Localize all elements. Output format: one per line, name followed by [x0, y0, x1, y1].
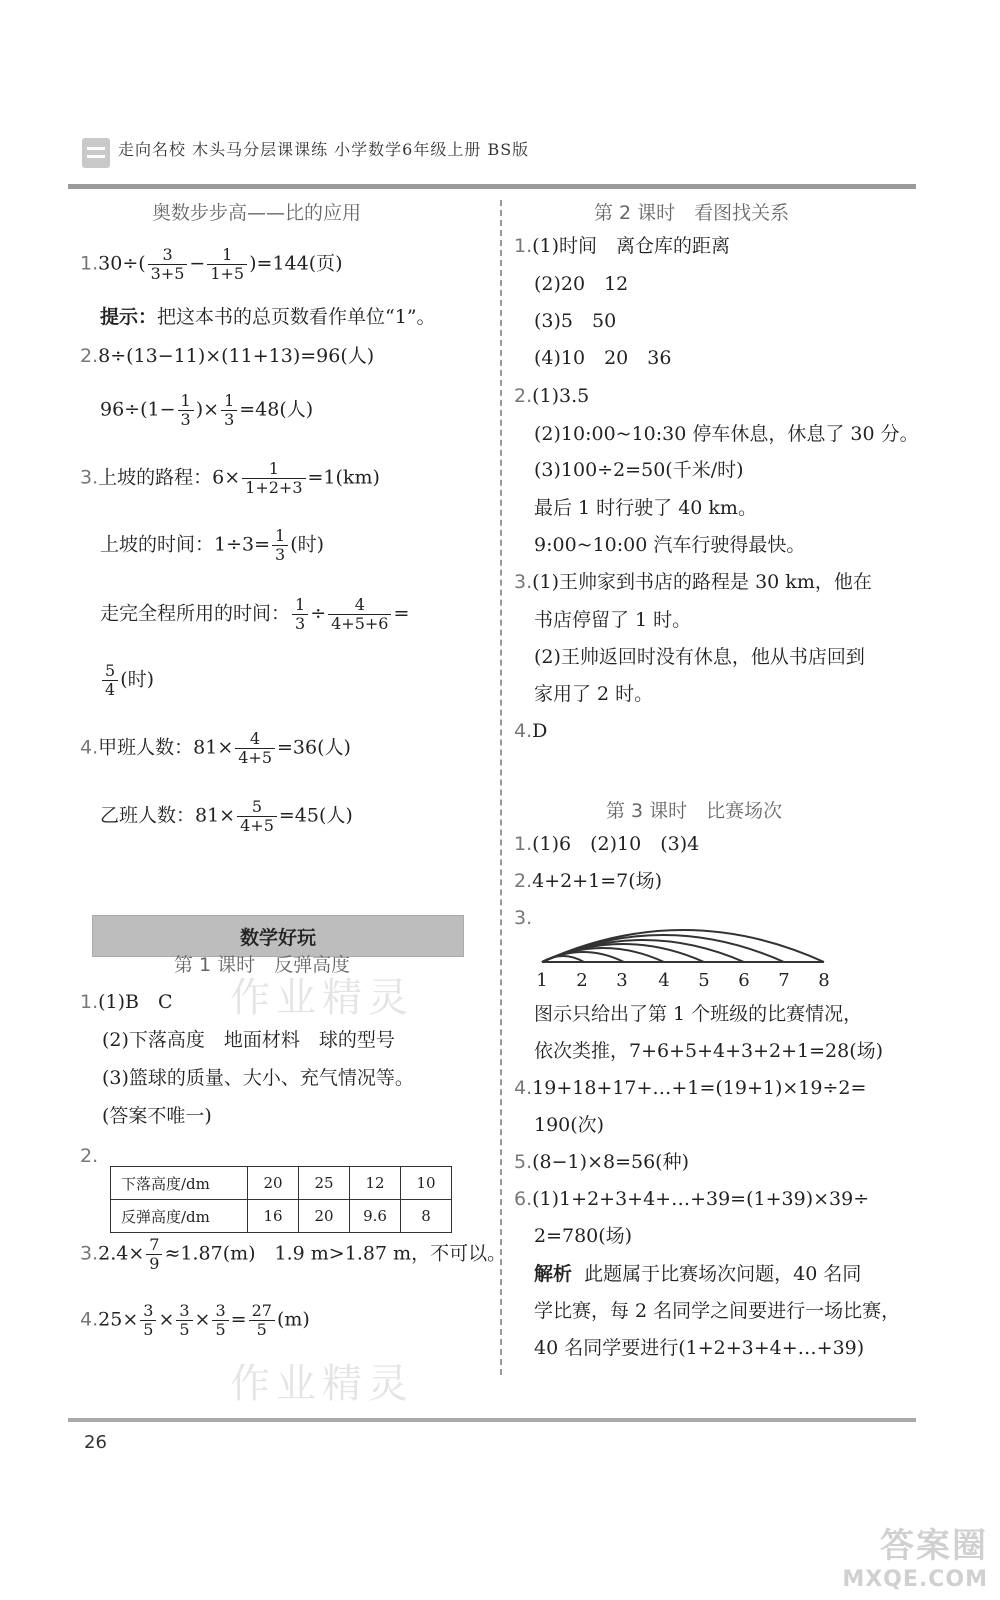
r-q2-a: [514, 384, 589, 408]
r-q4: [514, 719, 547, 743]
fraction: [148, 246, 188, 283]
fraction: [140, 1302, 156, 1339]
r-q1-d: (4)10 20 36: [534, 347, 672, 369]
expr-text: 8÷(13−11)×(11+13)=96(人): [98, 345, 375, 367]
r-q3-b: 书店停留了 1 时。: [534, 609, 692, 631]
q-number: 1.: [80, 252, 99, 275]
q-number: 2.: [80, 345, 99, 367]
l3-q1: [514, 832, 699, 856]
fraction: [221, 392, 237, 429]
q-number: 4.: [80, 736, 99, 759]
fraction: [237, 798, 277, 835]
corner-watermark-url: MXQE.COM: [842, 1567, 988, 1592]
l3-q6-d: 学比赛，每 2 名同学之间要进行一场比赛，: [534, 1300, 901, 1322]
r-q3-a: [514, 570, 872, 594]
denominator: 5: [215, 1320, 226, 1339]
left-q3-line2: [100, 527, 324, 564]
numerator: 3: [148, 246, 188, 265]
expr-text: )×: [195, 398, 220, 421]
tick-label: 1: [536, 970, 548, 991]
fraction: [235, 730, 275, 767]
table-cell: 16: [248, 1200, 299, 1233]
denominator: 4: [105, 680, 116, 699]
operator: −: [189, 252, 206, 275]
tick-label: 7: [778, 970, 790, 991]
answer-text: (1)1+2+3+4+…+39=(1+39)×39÷: [532, 1188, 870, 1210]
expr-text: 上坡的时间：1÷3=: [100, 533, 271, 556]
r-q1-a: [514, 234, 730, 258]
analysis-label: 解析: [534, 1263, 573, 1285]
expr-text: 甲班人数：81×: [98, 736, 234, 759]
expr-text: (时): [290, 533, 325, 556]
numerator: 1: [272, 527, 288, 546]
numerator: 27: [249, 1302, 275, 1321]
numerator: 1: [221, 392, 237, 411]
numerator: 4: [328, 596, 391, 615]
denominator: 5: [256, 1320, 267, 1339]
fraction: [212, 1302, 228, 1339]
l3-q6-b: 2=780(场): [534, 1225, 633, 1247]
analysis-text: 此题属于比赛场次问题，40 名同: [584, 1263, 862, 1285]
header-title: 走向名校 木头马分层课课练 小学数学6年级上册 BS版: [118, 140, 530, 159]
left-q3-line3: [100, 596, 409, 633]
left-q2-line2: [100, 392, 313, 429]
l3-q3-b: 依次类推，7+6+5+4+3+2+1=28(场): [534, 1040, 884, 1062]
r-q3-d: 家用了 2 时。: [534, 683, 654, 705]
answer-text: (1)时间 离仓库的距离: [532, 235, 731, 257]
expr-text: =: [393, 602, 410, 625]
fraction: [328, 596, 391, 633]
watermark-text: 作业精灵: [230, 1361, 414, 1407]
operator: ×: [194, 1308, 211, 1331]
q-number: 4.: [514, 720, 533, 742]
tick-label: 8: [818, 970, 830, 991]
l1-q1-d: (答案不唯一): [102, 1105, 212, 1127]
l3-q4-b: 190(次): [534, 1114, 605, 1136]
table-row: [111, 1200, 452, 1233]
numerator: 4: [235, 730, 275, 749]
denominator: 4+5: [240, 816, 274, 835]
denominator: 1+2+3: [245, 478, 303, 497]
l1-q4: [80, 1302, 310, 1339]
numerator: 1: [178, 392, 194, 411]
numerator: 5: [237, 798, 277, 817]
q-number: 2.: [514, 385, 533, 407]
numerator: 7: [146, 1236, 162, 1255]
table-cell: 20: [299, 1200, 350, 1233]
answer-text: (1)王帅家到书店的路程是 30 km，他在: [532, 571, 872, 593]
l1-q1-a: [80, 990, 173, 1014]
expr-text: =48(人): [239, 398, 314, 421]
l3-q3-a: 图示只给出了第 1 个班级的比赛情况，: [534, 1003, 863, 1025]
row-header: 反弹高度/dm: [111, 1200, 248, 1233]
match-arc-diagram: [530, 910, 840, 1000]
q-number: 5.: [514, 1151, 533, 1173]
denominator: 3: [295, 614, 306, 633]
r-q2-d: 最后 1 时行驶了 40 km。: [534, 497, 757, 519]
fraction: [249, 1302, 275, 1339]
q-number: 4.: [80, 1308, 99, 1331]
expr-text: =36(人): [277, 736, 351, 759]
q-number: 2.: [80, 1145, 99, 1167]
answer-text: (1)6 (2)10 (3)4: [532, 833, 700, 855]
table-cell: 9.6: [350, 1200, 401, 1233]
tick-label: 4: [658, 970, 670, 991]
q-number: 3.: [80, 1242, 99, 1265]
denominator: 3+5: [150, 264, 185, 283]
expr-text: 30÷(: [98, 252, 146, 275]
numerator: 1: [207, 246, 247, 265]
r-q2-c: (3)100÷2=50(千米/时): [534, 459, 744, 481]
q-number: 1.: [514, 833, 533, 855]
expr-text: =1(km): [307, 466, 380, 489]
l3-q6-c: [534, 1262, 861, 1286]
hint-text: 把这本书的总页数看作单位“1”。: [157, 306, 436, 328]
hint-line: [100, 305, 436, 329]
expr-text: ≈1.87(m) 1.9 m>1.87 m，不可以。: [164, 1242, 507, 1265]
left-q4-line1: [80, 730, 351, 767]
expr-text: =45(人): [278, 804, 353, 827]
table-cell: 12: [350, 1167, 401, 1200]
answer-text: D: [532, 720, 548, 742]
operator: =: [230, 1308, 247, 1331]
operator: ÷: [310, 602, 327, 625]
tick-label: 2: [576, 970, 588, 991]
fraction: [242, 460, 305, 497]
denominator: 9: [149, 1254, 160, 1273]
fraction: [178, 392, 194, 429]
watermark-text: 作业精灵: [230, 975, 414, 1021]
fraction: [292, 596, 308, 633]
expr-text: 2.4×: [98, 1242, 145, 1265]
expr-text: 25×: [98, 1308, 139, 1331]
table-cell: 25: [299, 1167, 350, 1200]
lesson1-title: 第 1 课时 反弹高度: [174, 954, 351, 976]
tick-label: 6: [738, 970, 750, 991]
lesson3-title: 第 3 课时 比赛场次: [606, 800, 783, 822]
q-number: 2.: [514, 870, 533, 892]
q-number: 4.: [514, 1077, 533, 1099]
tick-label: 3: [616, 970, 628, 991]
expr-text: 上坡的路程：6×: [98, 466, 241, 489]
fraction: [102, 662, 118, 699]
tick-label: 5: [698, 970, 710, 991]
fraction: [272, 527, 288, 564]
hint-label: 提示：: [100, 306, 158, 328]
answer-text: 4+2+1=7(场): [532, 870, 663, 892]
left-q2-line1: [80, 344, 374, 368]
l3-q4-a: [514, 1076, 866, 1100]
expr-text: (m): [276, 1308, 310, 1331]
l3-q6-e: 40 名同学要进行(1+2+3+4+…+39): [534, 1337, 865, 1359]
r-q1-b: (2)20 12: [534, 273, 629, 295]
denominator: 4+5+6: [331, 614, 389, 633]
l3-q6-a: [514, 1187, 869, 1211]
q-number: 1.: [80, 991, 99, 1013]
numerator: 1: [242, 460, 305, 479]
corner-watermark-logo: 答案圈: [880, 1526, 988, 1566]
answer-text: (8−1)×8=56(种): [532, 1151, 689, 1173]
book-icon: [82, 138, 110, 168]
page-number: 26: [84, 1432, 107, 1453]
band-title: 数学好玩: [239, 927, 316, 949]
numerator: 3: [212, 1302, 228, 1321]
answer-text: (1)3.5: [532, 385, 590, 407]
l1-q3: [80, 1236, 506, 1273]
operator: ×: [158, 1308, 175, 1331]
l1-q1-b: (2)下落高度 地面材料 球的型号: [102, 1029, 395, 1051]
expr-text: )=144(页): [249, 252, 343, 275]
denominator: 3: [275, 545, 286, 564]
table-cell: 10: [401, 1167, 452, 1200]
section-title-olympiad: 奥数步步高——比的应用: [152, 202, 362, 224]
r-q1-c: (3)5 50: [534, 310, 617, 332]
denominator: 3: [224, 410, 235, 429]
r-q3-c: (2)王帅返回时没有休息，他从书店回到: [534, 646, 865, 668]
numerator: 5: [102, 662, 118, 681]
fraction: [146, 1236, 162, 1273]
r-q2-e: 9:00~10:00 汽车行驶得最快。: [534, 534, 806, 556]
denominator: 5: [179, 1320, 190, 1339]
left-q3-line1: [80, 460, 380, 497]
lesson2-title: 第 2 课时 看图找关系: [594, 202, 790, 224]
q-number: 3.: [514, 907, 533, 929]
row-header: 下落高度/dm: [111, 1167, 248, 1200]
table-row: [111, 1167, 452, 1200]
column-divider: [500, 200, 502, 1375]
numerator: 3: [176, 1302, 192, 1321]
r-q2-b: (2)10:00~10:30 停车休息，休息了 30 分。: [534, 423, 919, 445]
corner-watermark: [842, 1518, 988, 1592]
l3-q5: [514, 1150, 689, 1174]
expr-text: (时): [120, 668, 155, 691]
answer-text: 19+18+17+…+1=(19+1)×19÷2=: [532, 1077, 867, 1099]
denominator: 3: [180, 410, 191, 429]
expr-text: 乙班人数：81×: [100, 804, 236, 827]
answer-text: (1)B C: [98, 991, 173, 1013]
table-cell: 8: [401, 1200, 452, 1233]
left-q3-line4: [100, 662, 154, 699]
q-number: 3.: [514, 571, 533, 593]
bounce-table: [110, 1166, 452, 1233]
left-q1: [80, 246, 343, 283]
denominator: 5: [143, 1320, 154, 1339]
table-cell: 20: [248, 1167, 299, 1200]
expr-text: 走完全程所用的时间：: [100, 602, 291, 625]
l1-q1-c: (3)篮球的质量、大小、充气情况等。: [102, 1067, 414, 1089]
denominator: 1+5: [210, 264, 245, 283]
l3-q2: [514, 869, 662, 893]
numerator: 3: [140, 1302, 156, 1321]
left-q4-line2: [100, 798, 353, 835]
q-number: 3.: [80, 466, 99, 489]
expr-text: 96÷(1−: [100, 398, 176, 421]
fraction: [207, 246, 247, 283]
footer-bar: [68, 1418, 916, 1422]
fraction: [176, 1302, 192, 1339]
q-number: 1.: [514, 235, 533, 257]
numerator: 1: [292, 596, 308, 615]
q-number: 6.: [514, 1188, 533, 1210]
denominator: 4+5: [238, 748, 273, 767]
